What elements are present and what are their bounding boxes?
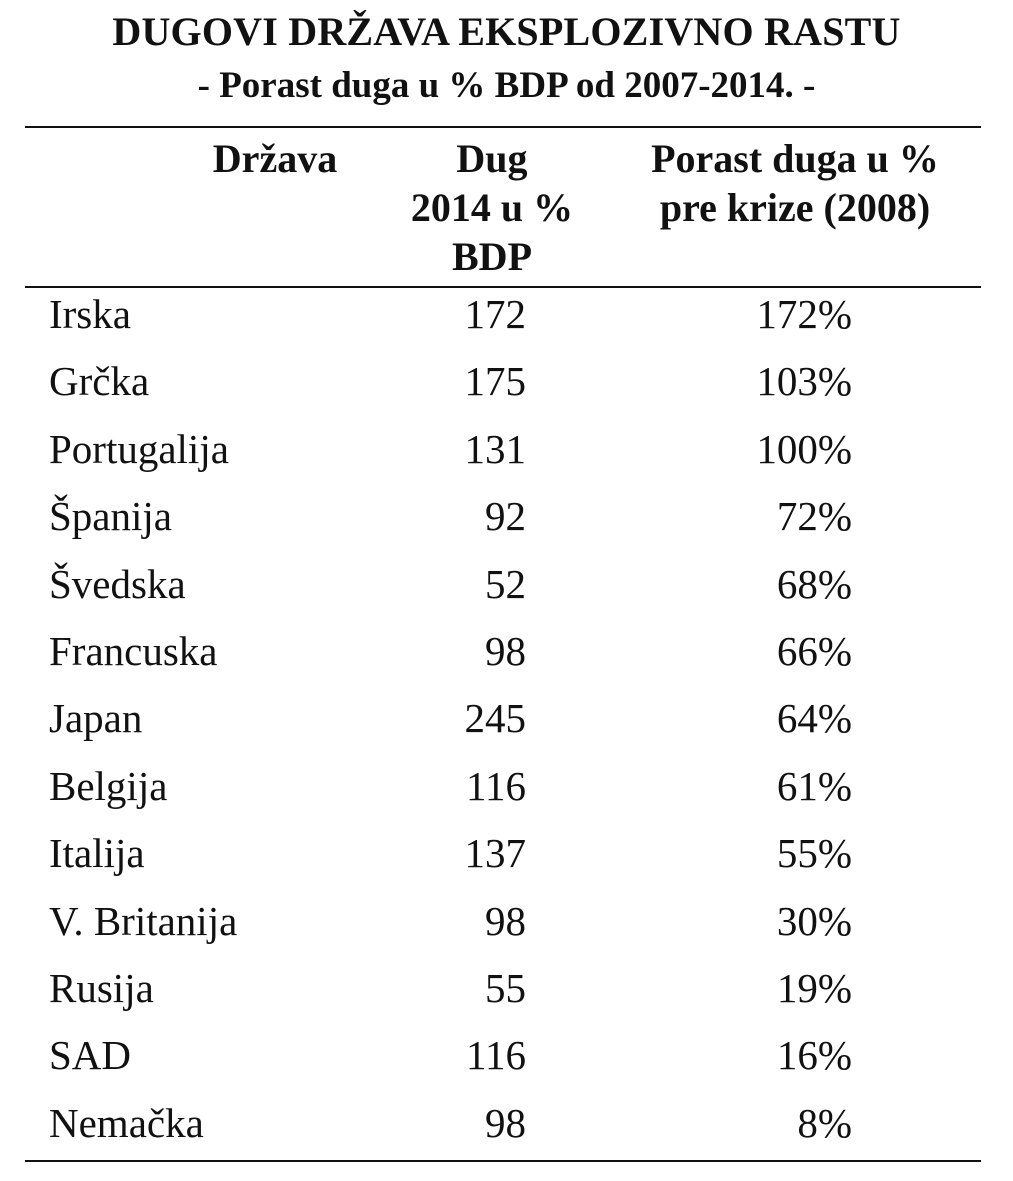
table-row: [0, 962, 1013, 1029]
cell-debt: 245: [464, 695, 526, 742]
cell-growth: 61%: [776, 762, 852, 809]
page-title: DUGOVI DRŽAVA EKSPLOZIVNO RASTU: [112, 9, 901, 54]
table-row: [0, 1097, 1013, 1164]
cell-growth: 72%: [776, 493, 852, 540]
cell-growth: 172%: [756, 291, 852, 337]
cell-growth: 100%: [756, 425, 852, 472]
table-row: [0, 827, 1013, 894]
table-row: [0, 490, 1013, 557]
cell-country: Italija: [49, 830, 145, 877]
table-row: [0, 692, 1013, 759]
table-bottom-rule: [25, 1160, 981, 1162]
cell-growth: 103%: [756, 358, 852, 405]
column-header-growth: Porast duga u % pre krize (2008): [651, 136, 939, 230]
cell-debt: 55: [485, 964, 526, 1011]
cell-debt: 98: [485, 627, 526, 674]
cell-debt: 98: [485, 1099, 526, 1146]
cell-debt: 131: [464, 425, 526, 472]
cell-country: SAD: [49, 1032, 132, 1079]
cell-country: Portugalija: [49, 425, 229, 472]
cell-country: Rusija: [49, 964, 154, 1011]
table-row: [0, 760, 1013, 827]
column-header-debt: Dug 2014 u % BDP: [410, 136, 574, 279]
cell-growth: 8%: [797, 1099, 852, 1146]
table-row: [0, 1029, 1013, 1096]
cell-debt: 92: [485, 493, 526, 540]
table-row: [0, 625, 1013, 692]
cell-debt: 98: [485, 897, 526, 944]
table-row: [0, 288, 1013, 355]
cell-growth: 64%: [776, 695, 852, 742]
cell-growth: 68%: [776, 560, 852, 607]
cell-country: Belgija: [49, 762, 168, 809]
table-top-rule: [25, 126, 981, 128]
table-body: [0, 288, 1013, 1164]
cell-country: Švedska: [49, 560, 186, 607]
cell-country: Japan: [49, 695, 143, 742]
cell-country: Španija: [49, 493, 172, 540]
cell-country: Francuska: [49, 627, 218, 674]
cell-country: Grčka: [49, 358, 150, 405]
cell-debt: 116: [466, 762, 526, 809]
cell-growth: 66%: [776, 627, 852, 674]
cell-debt: 137: [464, 830, 526, 877]
cell-growth: 19%: [776, 964, 852, 1011]
cell-debt: 172: [464, 291, 526, 337]
table-row: [0, 895, 1013, 962]
cell-debt: 175: [464, 358, 526, 405]
cell-growth: 30%: [776, 897, 852, 944]
cell-country: Nemačka: [49, 1099, 204, 1146]
table-row: [0, 423, 1013, 490]
table-row: [0, 558, 1013, 625]
cell-growth: 55%: [776, 830, 852, 877]
cell-growth: 16%: [776, 1032, 852, 1079]
cell-country: Irska: [49, 291, 131, 337]
table-row: [0, 355, 1013, 422]
column-header-country: Država: [212, 136, 338, 181]
cell-debt: 52: [485, 560, 526, 607]
page-subtitle: - Porast duga u % BDP od 2007-2014. -: [197, 65, 816, 106]
cell-debt: 116: [466, 1032, 526, 1079]
cell-country: V. Britanija: [49, 897, 238, 944]
